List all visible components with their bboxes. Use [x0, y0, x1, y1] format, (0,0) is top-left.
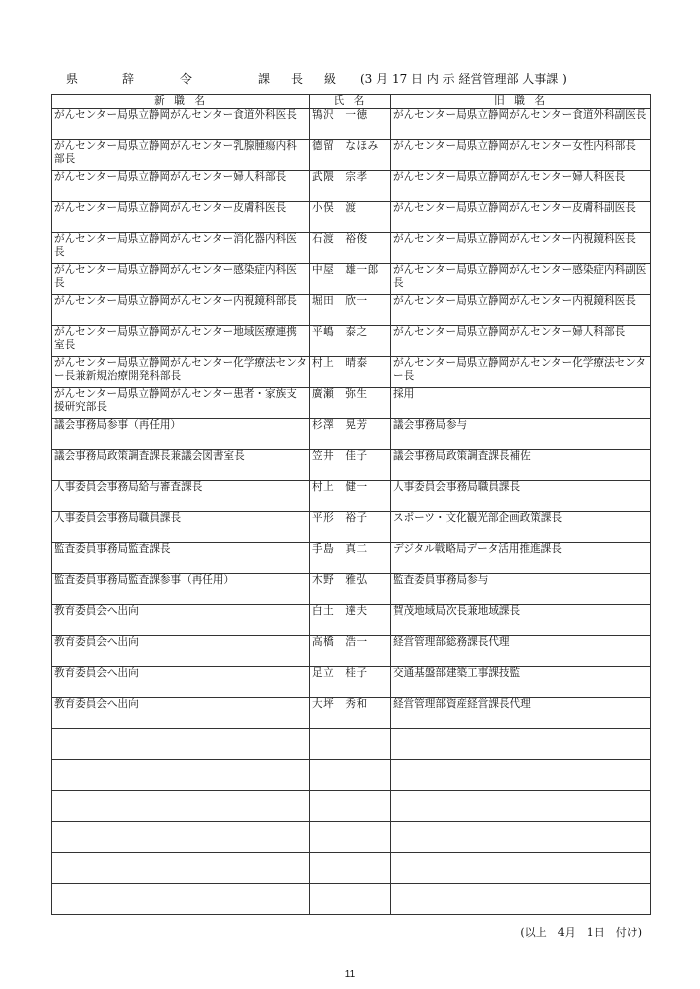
cell-new-post: がんセンター局県立静岡がんセンター感染症内科医長 — [52, 264, 310, 295]
empty-table-row — [52, 729, 651, 760]
cell-name: 足立 桂子 — [310, 667, 391, 698]
cell-new-post: 監査委員事務局監査課参事（再任用） — [52, 574, 310, 605]
cell-new-post: 監査委員事務局監査課長 — [52, 543, 310, 574]
header-char: 課 — [258, 72, 271, 86]
empty-cell — [391, 791, 651, 822]
cell-new-post: がんセンター局県立静岡がんセンター患者・家族支援研究部長 — [52, 388, 310, 419]
cell-old-post: がんセンター局県立静岡がんセンター感染症内科副医長 — [391, 264, 651, 295]
cell-new-post: がんセンター局県立静岡がんセンター内視鏡科部長 — [52, 295, 310, 326]
cell-new-post: がんセンター局県立静岡がんセンター地域医療連携室長 — [52, 326, 310, 357]
cell-new-post: 教育委員会へ出向 — [52, 605, 310, 636]
cell-new-post: 教育委員会へ出向 — [52, 667, 310, 698]
empty-cell — [391, 729, 651, 760]
table-row — [52, 202, 651, 233]
table-body — [52, 109, 651, 915]
cell-name: 平形 裕子 — [310, 512, 391, 543]
cell-new-post: 議会事務局参事（再任用） — [52, 419, 310, 450]
empty-cell — [310, 822, 391, 853]
empty-table-row — [52, 791, 651, 822]
cell-old-post: がんセンター局県立静岡がんセンター婦人科部長 — [391, 326, 651, 357]
header-notice: (3 月 17 日 内 示 経営管理部 人事課 ) — [360, 72, 567, 86]
table-row — [52, 171, 651, 202]
cell-old-post: スポーツ・文化観光部企画政策課長 — [391, 512, 651, 543]
cell-new-post: 教育委員会へ出向 — [52, 636, 310, 667]
cell-old-post: 経営管理部総務課長代理 — [391, 636, 651, 667]
cell-old-post: がんセンター局県立静岡がんセンター皮膚科副医長 — [391, 202, 651, 233]
empty-cell — [310, 791, 391, 822]
column-header-new-post: 新職名 — [52, 95, 310, 109]
empty-table-row — [52, 822, 651, 853]
cell-old-post: がんセンター局県立静岡がんセンター女性内科部長 — [391, 140, 651, 171]
table-row — [52, 605, 651, 636]
empty-cell — [52, 853, 310, 884]
cell-old-post: 交通基盤部建築工事課技監 — [391, 667, 651, 698]
header-char: 長 — [291, 72, 304, 86]
cell-name: 鴇沢 一徳 — [310, 109, 391, 140]
cell-old-post: 採用 — [391, 388, 651, 419]
empty-cell — [391, 853, 651, 884]
cell-name: 村上 健一 — [310, 481, 391, 512]
page-number: 11 — [344, 969, 356, 980]
effective-date-note: (以上 4月 1日 付け) — [520, 926, 642, 939]
empty-table-row — [52, 760, 651, 791]
header-char: 令 — [180, 72, 193, 86]
cell-name: 村上 晴泰 — [310, 357, 391, 388]
table-row — [52, 481, 651, 512]
cell-old-post: がんセンター局県立静岡がんセンター内視鏡科医長 — [391, 295, 651, 326]
empty-cell — [52, 729, 310, 760]
table-row — [52, 140, 651, 171]
cell-new-post: 人事委員会事務局給与審査課長 — [52, 481, 310, 512]
cell-new-post: がんセンター局県立静岡がんセンター消化器内科医長 — [52, 233, 310, 264]
empty-cell — [52, 822, 310, 853]
cell-new-post: 教育委員会へ出向 — [52, 698, 310, 729]
cell-old-post: 議会事務局政策調査課長補佐 — [391, 450, 651, 481]
empty-cell — [391, 760, 651, 791]
cell-name: 白土 達夫 — [310, 605, 391, 636]
cell-old-post: がんセンター局県立静岡がんセンター内視鏡科医長 — [391, 233, 651, 264]
table-row — [52, 109, 651, 140]
cell-name: 平嶋 泰之 — [310, 326, 391, 357]
empty-table-row — [52, 884, 651, 915]
table-row — [52, 388, 651, 419]
cell-new-post: がんセンター局県立静岡がんセンター化学療法センター長兼新規治療開発科部長 — [52, 357, 310, 388]
cell-name: 石渡 裕俊 — [310, 233, 391, 264]
table-row — [52, 419, 651, 450]
document-header — [64, 70, 650, 90]
table-row — [52, 698, 651, 729]
cell-name: 廣瀬 弥生 — [310, 388, 391, 419]
cell-name: 高橋 浩一 — [310, 636, 391, 667]
cell-name: 中屋 雄一郎 — [310, 264, 391, 295]
cell-old-post: がんセンター局県立静岡がんセンター食道外科副医長 — [391, 109, 651, 140]
cell-name: 堀田 欣一 — [310, 295, 391, 326]
table-row — [52, 233, 651, 264]
header-char: 辞 — [122, 72, 135, 86]
table-row — [52, 636, 651, 667]
cell-old-post: 経営管理部資産経営課長代理 — [391, 698, 651, 729]
table-row — [52, 326, 651, 357]
cell-old-post: 監査委員事務局参与 — [391, 574, 651, 605]
empty-cell — [310, 853, 391, 884]
empty-cell — [310, 884, 391, 915]
cell-new-post: 議会事務局政策調査課長兼議会図書室長 — [52, 450, 310, 481]
header-char: 級 — [324, 72, 337, 86]
cell-old-post: がんセンター局県立静岡がんセンター化学療法センター長 — [391, 357, 651, 388]
cell-old-post: デジタル戦略局データ活用推進課長 — [391, 543, 651, 574]
empty-cell — [52, 760, 310, 791]
cell-old-post: 人事委員会事務局職員課長 — [391, 481, 651, 512]
cell-name: 武隈 宗孝 — [310, 171, 391, 202]
cell-name: 木野 雅弘 — [310, 574, 391, 605]
table-row — [52, 543, 651, 574]
cell-old-post: がんセンター局県立静岡がんセンター婦人科医長 — [391, 171, 651, 202]
table-header-row — [52, 95, 651, 109]
cell-name: 大坪 秀和 — [310, 698, 391, 729]
cell-name: 笠井 佳子 — [310, 450, 391, 481]
cell-name: 德留 なほみ — [310, 140, 391, 171]
empty-cell — [52, 884, 310, 915]
table-row — [52, 264, 651, 295]
empty-table-row — [52, 853, 651, 884]
cell-name: 杉澤 晃芳 — [310, 419, 391, 450]
cell-name: 小俣 渡 — [310, 202, 391, 233]
personnel-table — [51, 94, 651, 915]
empty-cell — [52, 791, 310, 822]
cell-new-post: がんセンター局県立静岡がんセンター婦人科部長 — [52, 171, 310, 202]
table-row — [52, 574, 651, 605]
empty-cell — [391, 884, 651, 915]
column-header-name: 氏名 — [310, 95, 391, 109]
column-header-old-post: 旧職名 — [391, 95, 651, 109]
cell-name: 手島 真二 — [310, 543, 391, 574]
empty-cell — [310, 760, 391, 791]
table-row — [52, 295, 651, 326]
empty-cell — [310, 729, 391, 760]
empty-cell — [391, 822, 651, 853]
table-row — [52, 357, 651, 388]
cell-new-post: がんセンター局県立静岡がんセンター皮膚科医長 — [52, 202, 310, 233]
cell-new-post: がんセンター局県立静岡がんセンター食道外科医長 — [52, 109, 310, 140]
table-row — [52, 512, 651, 543]
cell-new-post: 人事委員会事務局職員課長 — [52, 512, 310, 543]
cell-old-post: 賀茂地域局次長兼地域課長 — [391, 605, 651, 636]
table-row — [52, 450, 651, 481]
header-char: 県 — [66, 72, 79, 86]
cell-old-post: 議会事務局参与 — [391, 419, 651, 450]
cell-new-post: がんセンター局県立静岡がんセンター乳腺腫瘍内科部長 — [52, 140, 310, 171]
table-row — [52, 667, 651, 698]
